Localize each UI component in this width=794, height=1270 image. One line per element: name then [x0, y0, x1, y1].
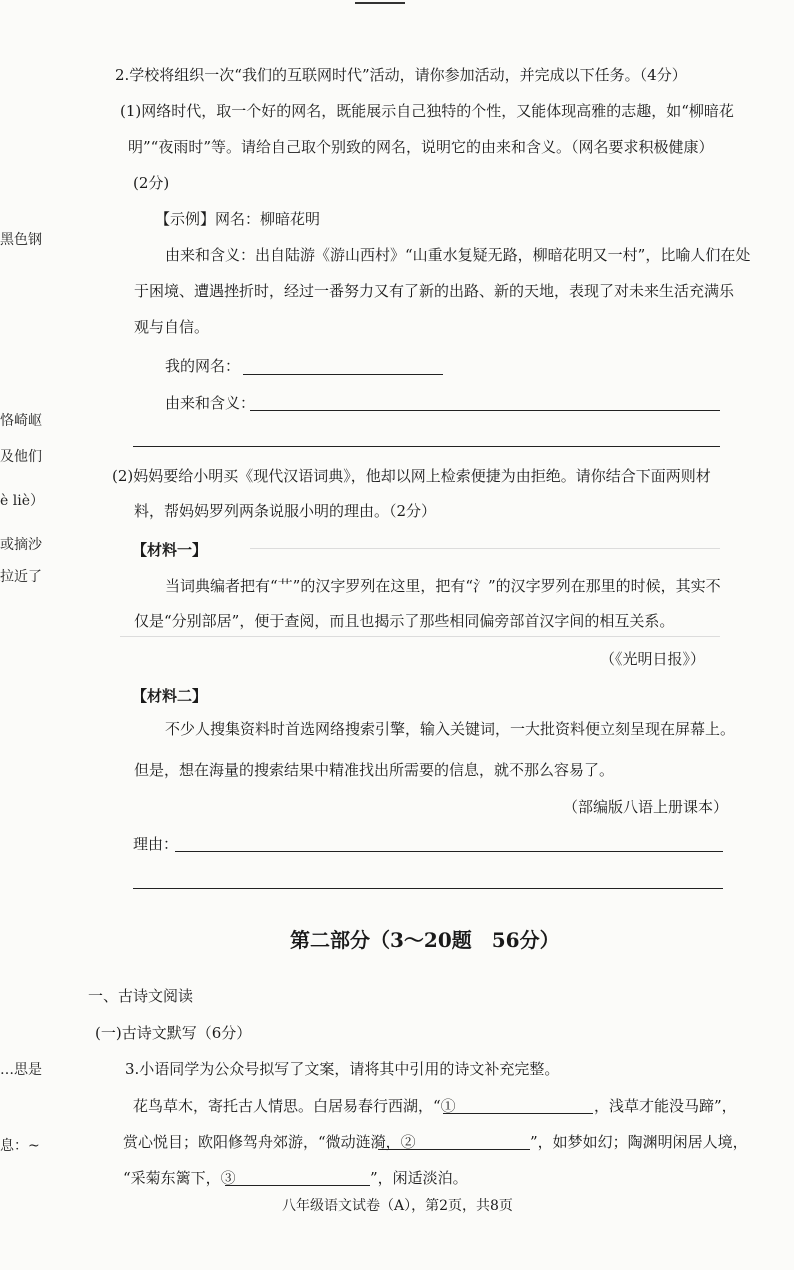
- example-line: 由来和含义：出自陆游《游山西村》“山重水复疑无路，柳暗花明又一村”，比喻人们在处: [165, 246, 751, 264]
- section-heading: 一、古诗文阅读: [88, 987, 194, 1005]
- binding-mark: [355, 2, 405, 4]
- origin-answer-line[interactable]: [250, 410, 720, 411]
- material1-line: 当词典编者把有“艹”的汉字罗列在这里，把有“氵”的汉字罗列在那里的时候，其实不: [165, 577, 721, 595]
- material2-line: 但是，想在海量的搜索结果中精准找出所需要的信息，就不那么容易了。: [134, 761, 615, 779]
- my-name-label: 我的网名：: [165, 357, 241, 375]
- example-line: 观与自信。: [134, 318, 210, 336]
- margin-fragment: 拉近了: [0, 569, 42, 585]
- origin-label: 由来和含义：: [165, 394, 256, 412]
- q3-line3-start: “采菊东篱下，③: [123, 1169, 236, 1187]
- q3-line1-end: ，浅草才能没马蹄”，: [594, 1097, 737, 1115]
- margin-fragment: 及他们: [0, 449, 42, 465]
- q3-line2-start: 赏心悦目；欧阳修驾舟郊游，“微动涟漪，②: [123, 1133, 416, 1151]
- reason-answer-line-2[interactable]: [133, 888, 723, 889]
- q2-part1-line2: 明”“夜雨时”等。请给自己取个别致的网名，说明它的由来和含义。（网名要求积极健康）: [128, 138, 714, 156]
- q2-stem: 2.学校将组织一次“我们的互联网时代”活动，请你参加活动，并完成以下任务。（4分）: [115, 66, 687, 84]
- example-line: 于困境、遭遇挫折时，经过一番努力又有了新的出路、新的天地，表现了对未来生活充满乐: [134, 282, 735, 300]
- margin-fragment: 或摘沙: [0, 537, 42, 553]
- subsection-heading: (一)古诗文默写（6分）: [95, 1024, 252, 1042]
- material1-title: 【材料一】: [132, 541, 208, 559]
- faint-rule: [250, 548, 720, 549]
- material2-line: 不少人搜集资料时首选网络搜索引擎，输入关键词，一大批资料便立刻呈现在屏幕上。: [165, 720, 736, 738]
- blank-3[interactable]: [225, 1185, 370, 1186]
- material1-line: 仅是“分别部居”，便于查阅，而且也揭示了那些相同偏旁部首汉字间的相互关系。: [134, 612, 675, 630]
- blank-1[interactable]: [443, 1113, 593, 1114]
- margin-fragment: …思是: [0, 1062, 42, 1078]
- example-label: 【示例】网名：柳暗花明: [155, 210, 321, 228]
- q2-part1-score: (2分): [133, 174, 170, 192]
- my-name-answer-line[interactable]: [243, 374, 443, 375]
- q2-part1-line1: (1)网络时代，取一个好的网名，既能展示自己独特的个性，又能体现高雅的志趣，如“柳暗花: [120, 102, 734, 120]
- faint-rule: [120, 636, 720, 637]
- part2-title: 第二部分（3～20题 56分）: [290, 928, 560, 952]
- reason-answer-line[interactable]: [175, 851, 723, 852]
- margin-fragment: è liè）: [0, 493, 44, 509]
- material2-title: 【材料二】: [132, 687, 208, 705]
- q2-part2-line1: (2)妈妈要给小明买《现代汉语词典》，他却以网上检索便捷为由拒绝。请你结合下面两则材: [112, 467, 711, 485]
- margin-fragment: 黑色钢: [0, 232, 42, 248]
- blank-2[interactable]: [378, 1149, 530, 1150]
- q3-line3-end: ”，闲适淡泊。: [370, 1169, 468, 1187]
- q2-part2-line2: 料，帮妈妈罗列两条说服小明的理由。（2分）: [134, 502, 437, 520]
- material1-source: （《光明日报》）: [600, 650, 706, 668]
- q3-stem: 3.小语同学为公众号拟写了文案，请将其中引用的诗文补充完整。: [125, 1060, 560, 1078]
- origin-answer-line-2[interactable]: [133, 446, 720, 447]
- material2-source: （部编版八语上册课本）: [563, 798, 729, 816]
- margin-fragment: 恪崎岖: [0, 413, 42, 429]
- reason-label: 理由：: [133, 835, 179, 853]
- margin-fragment: 息：~: [0, 1138, 40, 1154]
- q3-line2-end: ”，如梦如幻；陶渊明闲居人境，: [530, 1133, 748, 1151]
- q3-line1-start: 花鸟草木，寄托古人情思。白居易春行西湖，“①: [133, 1097, 456, 1115]
- page-footer: 八年级语文试卷（A），第2页，共8页: [282, 1198, 513, 1214]
